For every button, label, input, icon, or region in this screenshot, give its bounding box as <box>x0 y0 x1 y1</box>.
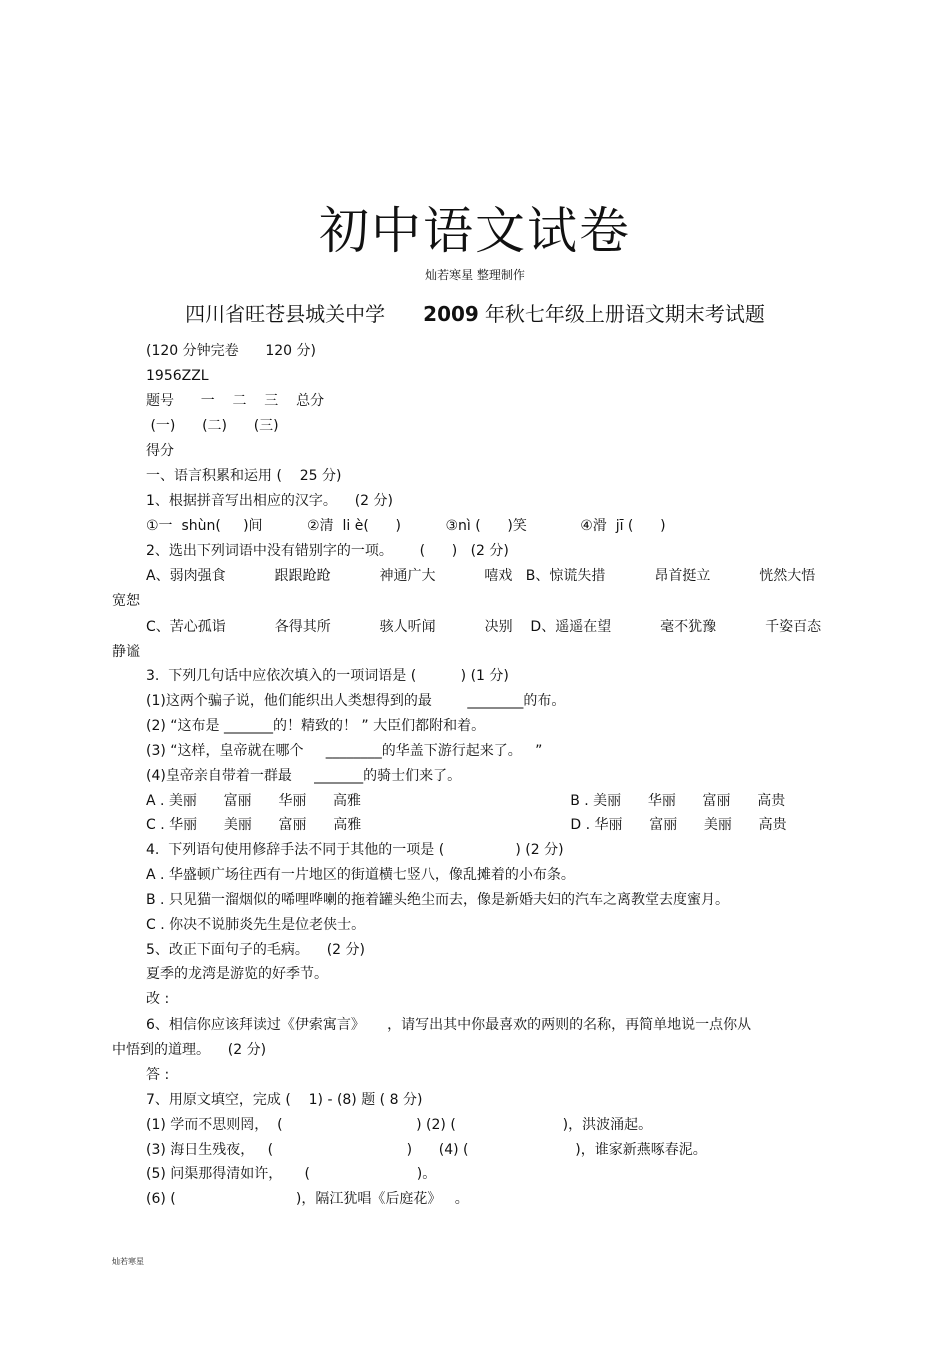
exam-title-year: 2009 <box>423 302 479 326</box>
question-4-option-c: C . 你决不说肺炎先生是位老侠士。 <box>146 917 366 933</box>
question-7-item-5: (5) 问渠那得清如许， ( )。 <box>146 1166 437 1182</box>
question-3-options-cd: C . 华丽 美丽 富丽 高雅 D . 华丽 富丽 美丽 高贵 <box>146 817 787 833</box>
question-3-options-ab: A . 美丽 富丽 华丽 高雅 B . 美丽 华丽 富丽 高贵 <box>146 793 786 809</box>
exam-title <box>0 298 950 330</box>
page-footer: 灿若寒星 <box>112 1257 144 1266</box>
page-title: 初中语文试卷 <box>319 202 631 260</box>
score-table-subheader: (一) (二) (三) <box>146 418 279 434</box>
question-4-option-a: A . 华盛顿广场往西有一片地区的街道横七竖八，像乱摊着的小布条。 <box>146 867 575 883</box>
exam-title-rest: 年秋七年级上册语文期末考试题 <box>484 302 765 326</box>
question-7-items-1-2: (1) 学而不思则罔， ( ) (2) ( )，洪波涌起。 <box>146 1117 653 1133</box>
question-5: 5、改正下面句子的毛病。 (2 分) <box>146 942 365 958</box>
question-2-option-cd-wrap: 静谧 <box>112 644 140 660</box>
maker-credit: 灿若寒星 整理制作 <box>425 268 525 282</box>
question-4-option-b: B . 只见猫一溜烟似的唏哩哗喇的拖着罐头绝尘而去，像是新婚夫妇的汽车之离教堂去度蜜月。 <box>146 892 729 908</box>
question-1-items: ①一 shùn( )间 ②清 li è( ) ③nì ( )笑 ④滑 jī ( ) <box>146 518 666 534</box>
question-3-sentence-4: (4)皇帝亲自带着一群最 _______的骑士们来了。 <box>146 768 462 784</box>
question-2: 2、选出下列词语中没有错别字的一项。 ( ) (2 分) <box>146 543 509 559</box>
question-2-option-cd: C、苦心孤诣 各得其所 骇人听闻 决别 D、遥遥在望 毫不犹豫 千姿百态 <box>146 619 822 635</box>
exam-code-line: 1956ZZL <box>146 368 209 384</box>
question-1: 1、根据拼音写出相应的汉字。 (2 分) <box>146 493 393 509</box>
question-3-sentence-1: (1)这两个骗子说，他们能织出人类想得到的最 ________的布。 <box>146 693 566 709</box>
question-6-wrap: 中悟到的道理。 (2 分) <box>112 1042 267 1058</box>
question-3: 3. 下列几句话中应依次填入的一项词语是 ( ) (1 分) <box>146 668 509 684</box>
question-5-sentence: 夏季的龙湾是游览的好季节。 <box>146 966 328 982</box>
exam-time-line: (120 分钟完卷 120 分) <box>146 343 316 359</box>
question-3-sentence-2: (2) “这布是 _______的！精致的！ ” 大臣们都附和着。 <box>146 718 486 734</box>
question-2-option-ab: A、弱肉强食 跟跟跄跄 神通广大 嘻戏 B、惊谎失措 昂首挺立 恍然大悟 <box>146 568 816 584</box>
question-5-answer-label: 改 : <box>146 991 170 1007</box>
question-7: 7、用原文填空，完成 ( 1) - (8) 题 ( 8 分) <box>146 1092 423 1108</box>
section-heading: 一、语言积累和运用 ( 25 分) <box>146 468 342 484</box>
question-3-sentence-3: (3) “这样，皇帝就在哪个 ________的华盖下游行起来了。 ” <box>146 743 543 759</box>
question-7-item-6: (6) ( )，隔江犹唱《后庭花》 。 <box>146 1191 469 1207</box>
question-4: 4. 下列语句使用修辞手法不同于其他的一项是 ( ) (2 分) <box>146 842 564 858</box>
score-table-row: 得分 <box>146 443 174 459</box>
question-6-answer-label: 答 : <box>146 1067 170 1083</box>
question-6: 6、相信你应该拜读过《伊索寓言》 ，请写出其中你最喜欢的两则的名称，再简单地说一点你从 <box>146 1017 752 1033</box>
score-table-header: 题号 一 二 三 总分 <box>146 393 325 409</box>
question-7-items-3-4: (3) 海日生残夜， ( ) (4) ( )，谁家新燕啄春泥。 <box>146 1142 707 1158</box>
question-2-option-ab-wrap: 宽恕 <box>112 593 140 609</box>
exam-title-school: 四川省旺苍县城关中学 <box>185 302 386 326</box>
